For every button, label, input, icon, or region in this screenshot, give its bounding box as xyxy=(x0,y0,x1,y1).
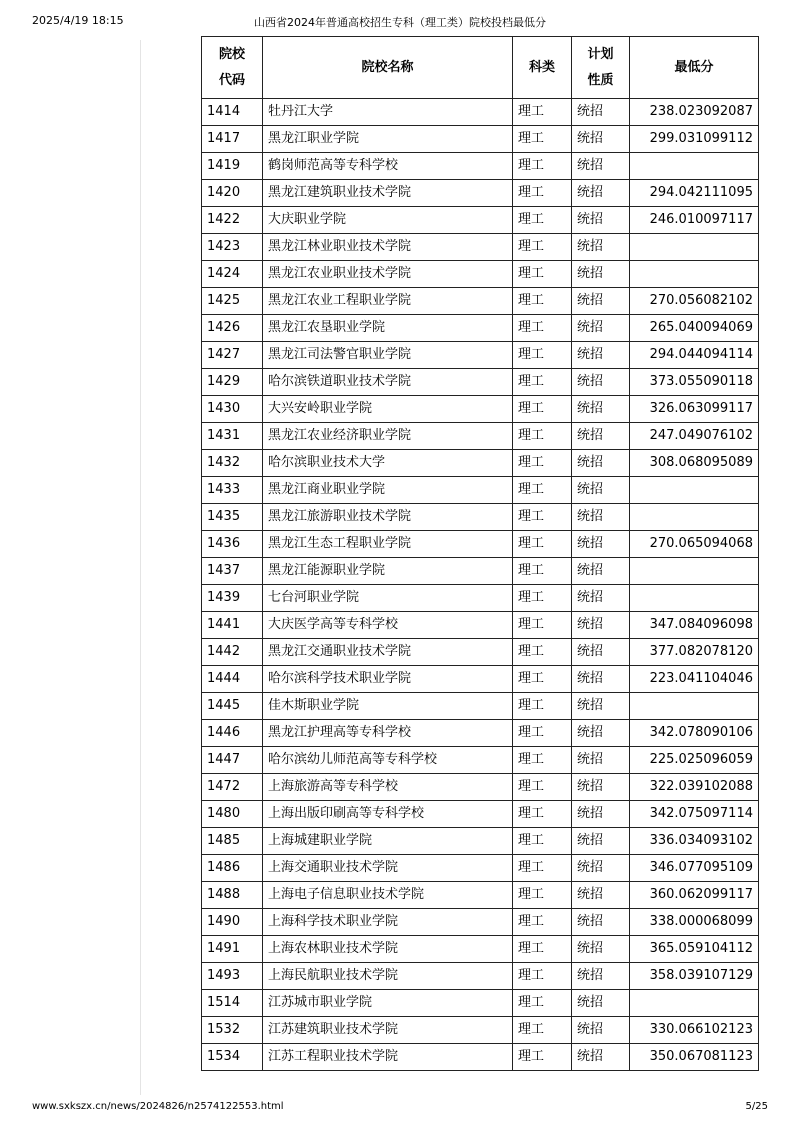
cell-name: 哈尔滨幼儿师范高等专科学校 xyxy=(263,747,513,774)
cell-code: 1532 xyxy=(202,1017,263,1044)
cell-subject: 理工 xyxy=(513,504,572,531)
cell-score: 373.055090118 xyxy=(630,369,759,396)
cell-name: 江苏建筑职业技术学院 xyxy=(263,1017,513,1044)
cell-code: 1420 xyxy=(202,180,263,207)
table-row xyxy=(202,1017,759,1044)
cell-score: 299.031099112 xyxy=(630,126,759,153)
table-row xyxy=(202,369,759,396)
cell-plan: 统招 xyxy=(572,585,630,612)
cell-code: 1424 xyxy=(202,261,263,288)
cell-code: 1436 xyxy=(202,531,263,558)
cell-code: 1488 xyxy=(202,882,263,909)
cell-name: 江苏工程职业技术学院 xyxy=(263,1044,513,1071)
cell-score: 360.062099117 xyxy=(630,882,759,909)
table-row xyxy=(202,531,759,558)
cell-subject: 理工 xyxy=(513,342,572,369)
table-row xyxy=(202,315,759,342)
cell-name: 上海城建职业学院 xyxy=(263,828,513,855)
cell-code: 1423 xyxy=(202,234,263,261)
cell-code: 1431 xyxy=(202,423,263,450)
cell-plan: 统招 xyxy=(572,207,630,234)
cell-subject: 理工 xyxy=(513,153,572,180)
col-header-score: 最低分 xyxy=(630,37,759,99)
cell-subject: 理工 xyxy=(513,477,572,504)
cell-code: 1435 xyxy=(202,504,263,531)
cell-plan: 统招 xyxy=(572,774,630,801)
cell-plan: 统招 xyxy=(572,180,630,207)
cell-code: 1432 xyxy=(202,450,263,477)
cell-plan: 统招 xyxy=(572,936,630,963)
cell-plan: 统招 xyxy=(572,720,630,747)
cell-score: 330.066102123 xyxy=(630,1017,759,1044)
cell-subject: 理工 xyxy=(513,531,572,558)
cell-code: 1430 xyxy=(202,396,263,423)
cell-score: 377.082078120 xyxy=(630,639,759,666)
cell-code: 1425 xyxy=(202,288,263,315)
table-row xyxy=(202,612,759,639)
cell-score: 270.065094068 xyxy=(630,531,759,558)
cell-score xyxy=(630,585,759,612)
cell-code: 1485 xyxy=(202,828,263,855)
cell-name: 黑龙江林业职业技术学院 xyxy=(263,234,513,261)
table-row xyxy=(202,936,759,963)
source-url: www.sxkszx.cn/news/2024826/n2574122553.html xyxy=(32,1101,284,1112)
cell-subject: 理工 xyxy=(513,423,572,450)
col-header-subject: 科类 xyxy=(513,37,572,99)
cell-code: 1442 xyxy=(202,639,263,666)
cell-code: 1446 xyxy=(202,720,263,747)
cell-plan: 统招 xyxy=(572,315,630,342)
cell-score: 246.010097117 xyxy=(630,207,759,234)
cell-score: 247.049076102 xyxy=(630,423,759,450)
cell-subject: 理工 xyxy=(513,1017,572,1044)
cell-score: 350.067081123 xyxy=(630,1044,759,1071)
cell-subject: 理工 xyxy=(513,774,572,801)
cell-plan: 统招 xyxy=(572,369,630,396)
cell-plan: 统招 xyxy=(572,288,630,315)
cell-code: 1417 xyxy=(202,126,263,153)
table-row xyxy=(202,234,759,261)
table-row xyxy=(202,1044,759,1071)
cell-name: 黑龙江职业学院 xyxy=(263,126,513,153)
cell-subject: 理工 xyxy=(513,963,572,990)
table-row xyxy=(202,693,759,720)
page-title: 山西省2024年普通高校招生专科（理工类）院校投档最低分 xyxy=(254,16,546,29)
cell-subject: 理工 xyxy=(513,207,572,234)
table-row xyxy=(202,180,759,207)
table-row xyxy=(202,477,759,504)
cell-subject: 理工 xyxy=(513,693,572,720)
cell-score: 342.078090106 xyxy=(630,720,759,747)
cell-plan: 统招 xyxy=(572,261,630,288)
table-row xyxy=(202,882,759,909)
table-row xyxy=(202,639,759,666)
cell-name: 黑龙江农垦职业学院 xyxy=(263,315,513,342)
cell-plan: 统招 xyxy=(572,693,630,720)
cell-subject: 理工 xyxy=(513,828,572,855)
cell-score: 326.063099117 xyxy=(630,396,759,423)
cell-code: 1426 xyxy=(202,315,263,342)
table-row xyxy=(202,450,759,477)
table-row xyxy=(202,990,759,1017)
cell-code: 1437 xyxy=(202,558,263,585)
cell-subject: 理工 xyxy=(513,234,572,261)
cell-code: 1414 xyxy=(202,99,263,126)
table-row xyxy=(202,801,759,828)
cell-score xyxy=(630,261,759,288)
cell-subject: 理工 xyxy=(513,990,572,1017)
cell-code: 1472 xyxy=(202,774,263,801)
cell-name: 哈尔滨科学技术职业学院 xyxy=(263,666,513,693)
cell-code: 1422 xyxy=(202,207,263,234)
cell-code: 1444 xyxy=(202,666,263,693)
col-header-code-line2: 代码 xyxy=(218,72,245,88)
col-header-plan-line1: 计划 xyxy=(587,46,614,62)
table-header-row xyxy=(202,37,759,99)
cell-name: 黑龙江能源职业学院 xyxy=(263,558,513,585)
cell-code: 1447 xyxy=(202,747,263,774)
cell-score xyxy=(630,693,759,720)
cell-plan: 统招 xyxy=(572,153,630,180)
cell-name: 上海出版印刷高等专科学校 xyxy=(263,801,513,828)
cell-plan: 统招 xyxy=(572,423,630,450)
cell-subject: 理工 xyxy=(513,315,572,342)
cell-code: 1429 xyxy=(202,369,263,396)
cell-subject: 理工 xyxy=(513,882,572,909)
cell-score: 270.056082102 xyxy=(630,288,759,315)
table-row xyxy=(202,963,759,990)
table-row xyxy=(202,288,759,315)
cell-name: 哈尔滨职业技术大学 xyxy=(263,450,513,477)
table-row xyxy=(202,909,759,936)
cell-subject: 理工 xyxy=(513,936,572,963)
cell-plan: 统招 xyxy=(572,450,630,477)
cell-code: 1441 xyxy=(202,612,263,639)
cell-name: 黑龙江司法警官职业学院 xyxy=(263,342,513,369)
margin-rule xyxy=(140,40,141,1095)
cell-plan: 统招 xyxy=(572,747,630,774)
cell-name: 黑龙江农业经济职业学院 xyxy=(263,423,513,450)
table-row xyxy=(202,720,759,747)
col-header-code-line1: 院校 xyxy=(218,46,245,62)
cell-plan: 统招 xyxy=(572,477,630,504)
score-table xyxy=(201,36,759,1071)
cell-plan: 统招 xyxy=(572,639,630,666)
cell-plan: 统招 xyxy=(572,909,630,936)
cell-code: 1491 xyxy=(202,936,263,963)
cell-score: 342.075097114 xyxy=(630,801,759,828)
table-row xyxy=(202,153,759,180)
cell-score: 358.039107129 xyxy=(630,963,759,990)
cell-name: 鹤岗师范高等专科学校 xyxy=(263,153,513,180)
table-row xyxy=(202,558,759,585)
table-row xyxy=(202,126,759,153)
cell-score: 308.068095089 xyxy=(630,450,759,477)
cell-plan: 统招 xyxy=(572,963,630,990)
cell-code: 1427 xyxy=(202,342,263,369)
cell-code: 1486 xyxy=(202,855,263,882)
cell-name: 上海电子信息职业技术学院 xyxy=(263,882,513,909)
cell-subject: 理工 xyxy=(513,909,572,936)
cell-subject: 理工 xyxy=(513,1044,572,1071)
cell-name: 江苏城市职业学院 xyxy=(263,990,513,1017)
cell-plan: 统招 xyxy=(572,234,630,261)
cell-name: 上海交通职业技术学院 xyxy=(263,855,513,882)
cell-score: 365.059104112 xyxy=(630,936,759,963)
cell-plan: 统招 xyxy=(572,99,630,126)
table-row xyxy=(202,504,759,531)
cell-name: 牡丹江大学 xyxy=(263,99,513,126)
cell-code: 1480 xyxy=(202,801,263,828)
cell-score xyxy=(630,558,759,585)
cell-code: 1534 xyxy=(202,1044,263,1071)
cell-subject: 理工 xyxy=(513,720,572,747)
cell-plan: 统招 xyxy=(572,1017,630,1044)
cell-code: 1490 xyxy=(202,909,263,936)
cell-subject: 理工 xyxy=(513,747,572,774)
cell-score xyxy=(630,504,759,531)
table-row xyxy=(202,342,759,369)
table-row xyxy=(202,666,759,693)
cell-plan: 统招 xyxy=(572,342,630,369)
cell-subject: 理工 xyxy=(513,180,572,207)
cell-score: 265.040094069 xyxy=(630,315,759,342)
cell-name: 上海农林职业技术学院 xyxy=(263,936,513,963)
cell-score xyxy=(630,153,759,180)
cell-subject: 理工 xyxy=(513,855,572,882)
cell-name: 黑龙江农业职业技术学院 xyxy=(263,261,513,288)
cell-name: 大庆医学高等专科学校 xyxy=(263,612,513,639)
cell-subject: 理工 xyxy=(513,612,572,639)
print-datetime: 2025/4/19 18:15 xyxy=(32,14,124,27)
cell-name: 上海旅游高等专科学校 xyxy=(263,774,513,801)
table-row xyxy=(202,774,759,801)
cell-subject: 理工 xyxy=(513,369,572,396)
cell-name: 黑龙江农业工程职业学院 xyxy=(263,288,513,315)
table-row xyxy=(202,747,759,774)
cell-name: 七台河职业学院 xyxy=(263,585,513,612)
cell-score: 223.041104046 xyxy=(630,666,759,693)
col-header-plan xyxy=(572,37,630,99)
cell-score: 347.084096098 xyxy=(630,612,759,639)
cell-name: 上海科学技术职业学院 xyxy=(263,909,513,936)
cell-score: 346.077095109 xyxy=(630,855,759,882)
cell-name: 大庆职业学院 xyxy=(263,207,513,234)
table-row xyxy=(202,207,759,234)
cell-subject: 理工 xyxy=(513,639,572,666)
cell-plan: 统招 xyxy=(572,1044,630,1071)
cell-name: 黑龙江商业职业学院 xyxy=(263,477,513,504)
cell-plan: 统招 xyxy=(572,990,630,1017)
col-header-plan-line2: 性质 xyxy=(587,72,614,88)
table-row xyxy=(202,261,759,288)
cell-plan: 统招 xyxy=(572,855,630,882)
cell-subject: 理工 xyxy=(513,585,572,612)
table-row xyxy=(202,396,759,423)
cell-score: 294.042111095 xyxy=(630,180,759,207)
cell-score: 225.025096059 xyxy=(630,747,759,774)
cell-code: 1433 xyxy=(202,477,263,504)
cell-subject: 理工 xyxy=(513,288,572,315)
cell-code: 1439 xyxy=(202,585,263,612)
cell-plan: 统招 xyxy=(572,396,630,423)
cell-name: 黑龙江旅游职业技术学院 xyxy=(263,504,513,531)
cell-name: 黑龙江护理高等专科学校 xyxy=(263,720,513,747)
cell-score xyxy=(630,234,759,261)
cell-subject: 理工 xyxy=(513,666,572,693)
table-row xyxy=(202,828,759,855)
cell-score xyxy=(630,990,759,1017)
table-row xyxy=(202,423,759,450)
cell-name: 大兴安岭职业学院 xyxy=(263,396,513,423)
cell-plan: 统招 xyxy=(572,882,630,909)
cell-subject: 理工 xyxy=(513,261,572,288)
table-row xyxy=(202,855,759,882)
cell-score: 294.044094114 xyxy=(630,342,759,369)
cell-plan: 统招 xyxy=(572,801,630,828)
cell-score: 338.000068099 xyxy=(630,909,759,936)
cell-subject: 理工 xyxy=(513,126,572,153)
cell-subject: 理工 xyxy=(513,396,572,423)
cell-score: 322.039102088 xyxy=(630,774,759,801)
cell-subject: 理工 xyxy=(513,99,572,126)
page-number: 5/25 xyxy=(745,1101,768,1112)
cell-plan: 统招 xyxy=(572,504,630,531)
cell-name: 黑龙江建筑职业技术学院 xyxy=(263,180,513,207)
col-header-code xyxy=(202,37,263,99)
cell-code: 1493 xyxy=(202,963,263,990)
cell-plan: 统招 xyxy=(572,531,630,558)
cell-name: 佳木斯职业学院 xyxy=(263,693,513,720)
cell-subject: 理工 xyxy=(513,450,572,477)
cell-code: 1514 xyxy=(202,990,263,1017)
cell-name: 黑龙江交通职业技术学院 xyxy=(263,639,513,666)
cell-code: 1445 xyxy=(202,693,263,720)
table-row xyxy=(202,99,759,126)
cell-score: 238.023092087 xyxy=(630,99,759,126)
cell-plan: 统招 xyxy=(572,558,630,585)
cell-subject: 理工 xyxy=(513,558,572,585)
cell-plan: 统招 xyxy=(572,828,630,855)
cell-plan: 统招 xyxy=(572,612,630,639)
table-body xyxy=(202,99,759,1071)
col-header-name: 院校名称 xyxy=(263,37,513,99)
cell-subject: 理工 xyxy=(513,801,572,828)
cell-plan: 统招 xyxy=(572,126,630,153)
table-row xyxy=(202,585,759,612)
cell-name: 哈尔滨铁道职业技术学院 xyxy=(263,369,513,396)
cell-name: 黑龙江生态工程职业学院 xyxy=(263,531,513,558)
cell-code: 1419 xyxy=(202,153,263,180)
cell-score: 336.034093102 xyxy=(630,828,759,855)
cell-name: 上海民航职业技术学院 xyxy=(263,963,513,990)
cell-score xyxy=(630,477,759,504)
cell-plan: 统招 xyxy=(572,666,630,693)
